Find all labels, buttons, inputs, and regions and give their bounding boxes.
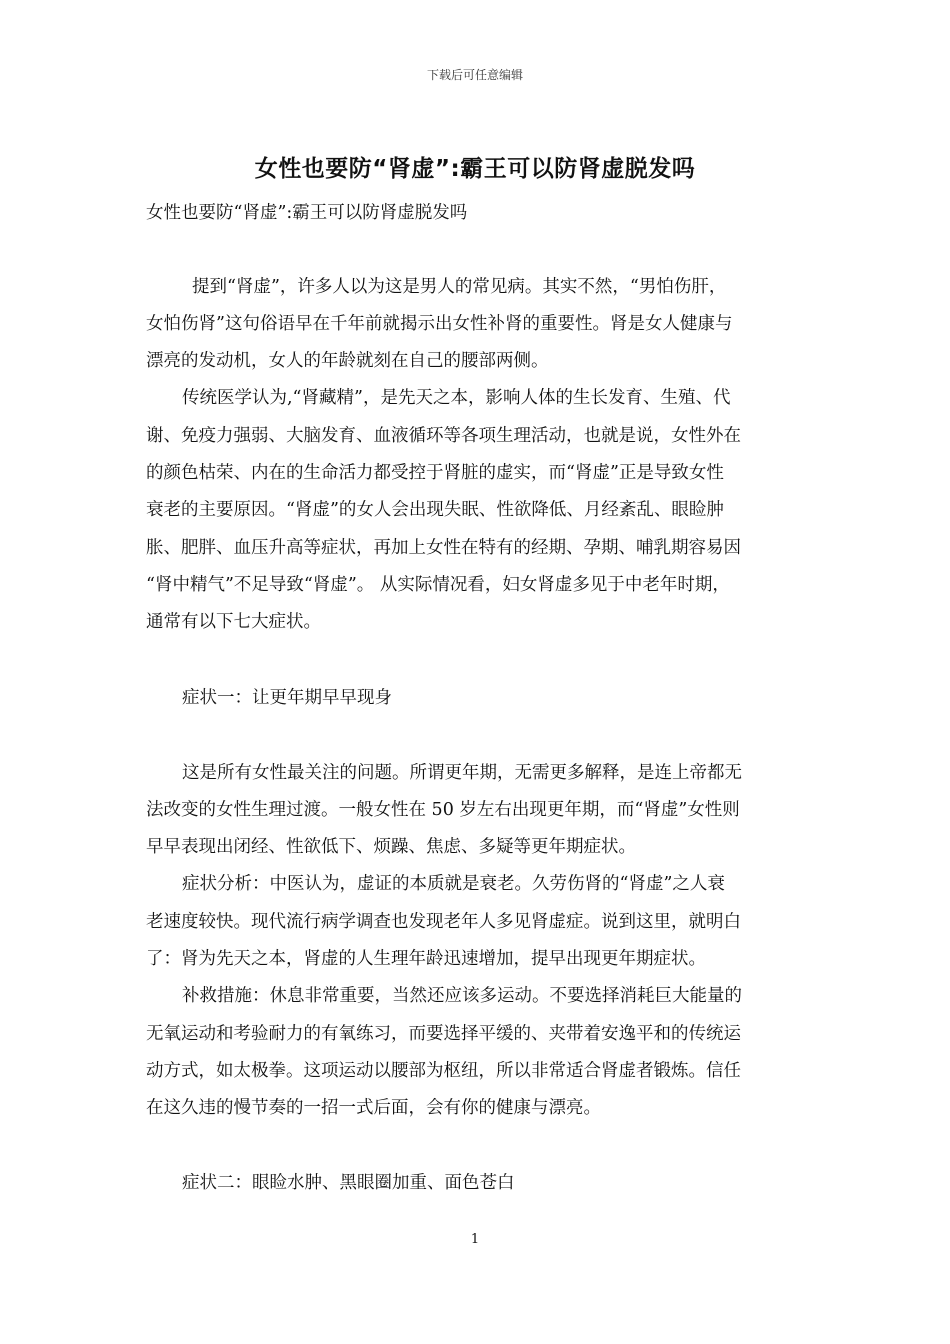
paragraph-line: 症状分析：中医认为，虚证的本质就是衰老。久劳伤肾的“肾虚”之人衰 (182, 874, 725, 894)
paragraph-line: “肾中精气”不足导致“肾虚”。 从实际情况看，妇女肾虚多见于中老年时期， (146, 575, 730, 595)
paragraph-line: 这是所有女性最关注的问题。所谓更年期，无需更多解释，是连上帝都无 (182, 763, 742, 783)
paragraph-line: 的颜色枯荣、内在的生命活力都受控于肾脏的虚实，而“肾虚”正是导致女性 (146, 463, 724, 483)
paragraph-line: 漂亮的发动机，女人的年龄就刻在自己的腰部两侧。 (146, 351, 549, 371)
paragraph-line: 胀、肥胖、血压升高等症状，再加上女性在特有的经期、孕期、哺乳期容易因 (146, 538, 741, 558)
paragraph-line: 在这久违的慢节奏的一招一式后面，会有你的健康与漂亮。 (146, 1098, 601, 1118)
paragraph-line: 了：肾为先天之本，肾虚的人生理年龄迅速增加，提早出现更年期症状。 (146, 949, 706, 969)
header-note: 下载后可任意编辑 (426, 68, 523, 82)
document-title: 女性也要防“肾虚”:霸王可以防肾虚脱发吗 (254, 156, 696, 182)
page-number: 1 (470, 1232, 480, 1247)
paragraph-line: 通常有以下七大症状。 (146, 612, 321, 632)
paragraph-line: 传统医学认为,“肾藏精”，是先天之本，影响人体的生长发育、生殖、代 (182, 388, 731, 408)
paragraph-line: 法改变的女性生理过渡。一般女性在 50 岁左右出现更年期，而“肾虚”女性则 (146, 800, 740, 820)
paragraph-line: 动方式，如太极拳。这项运动以腰部为枢纽，所以非常适合肾虚者锻炼。信任 (146, 1061, 741, 1081)
paragraph-line: 谢、免疫力强弱、大脑发育、血液循环等各项生理活动，也就是说，女性外在 (146, 426, 741, 446)
section-heading-symptom-2: 症状二：眼睑水肿、黑眼圈加重、面色苍白 (182, 1173, 515, 1193)
section-heading-symptom-1: 症状一：让更年期早早现身 (182, 688, 392, 708)
paragraph-line: 早早表现出闭经、性欲低下、烦躁、焦虑、多疑等更年期症状。 (146, 837, 636, 857)
paragraph-line: 衰老的主要原因。“肾虚”的女人会出现失眠、性欲降低、月经紊乱、眼睑肿 (146, 500, 724, 520)
paragraph-line: 无氧运动和考验耐力的有氧练习，而要选择平缓的、夹带着安逸平和的传统运 (146, 1024, 741, 1044)
subtitle-line: 女性也要防“肾虚”:霸王可以防肾虚脱发吗 (146, 203, 468, 223)
paragraph-line: 补救措施：休息非常重要，当然还应该多运动。不要选择消耗巨大能量的 (182, 986, 742, 1006)
paragraph-line: 提到“肾虚”，许多人以为这是男人的常见病。其实不然，“男怕伤肝， (192, 277, 727, 297)
paragraph-line: 老速度较快。现代流行病学调查也发现老年人多见肾虚症。说到这里，就明白 (146, 912, 741, 932)
paragraph-line: 女怕伤肾”这句俗语早在千年前就揭示出女性补肾的重要性。肾是女人健康与 (146, 314, 733, 334)
